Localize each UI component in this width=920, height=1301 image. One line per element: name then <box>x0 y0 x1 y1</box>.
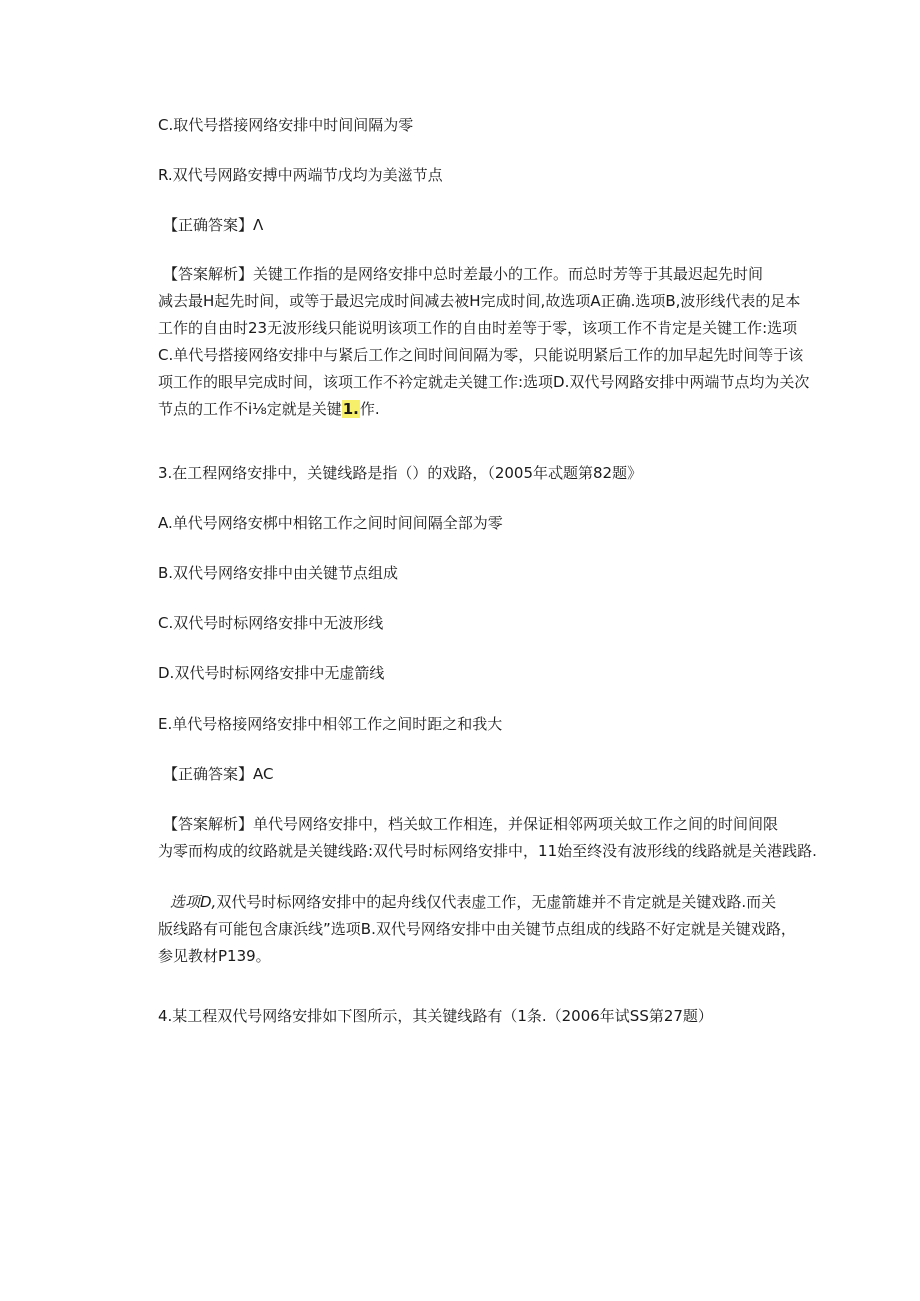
q3-option-c: C.双代号时标网络安排中无波形线 <box>158 614 384 632</box>
q2-analysis-line-1: 【答案解析】关键工作指的是网络安排中总时差最小的工作。而总时芳等于其最迟起先时间 <box>163 265 764 283</box>
q3-note-line-3: 参见教材P139。 <box>158 947 271 965</box>
q3-option-d: D.双代号时标网络安排中无虚箭线 <box>158 664 385 682</box>
q2-analysis <box>158 261 835 423</box>
q3-note-italic: 选项D, <box>170 893 217 911</box>
q4-question: 4.某工程双代号网络安排如下图所示，其关键线路有（1条.（2006年试SS第27题） <box>158 1007 713 1025</box>
q2-analysis-last-tail: 作. <box>359 400 380 418</box>
q3-option-e: E.单代号格接网络安排中相邻工作之间时距之和我大 <box>158 715 503 733</box>
q3-question: 3.在工程网络安排中，关键线路是指（）的戏路，（2005年忒题第82题》 <box>158 464 643 482</box>
q3-note-line-1 <box>170 889 842 916</box>
q2-analysis-line-5: 项工作的眼早完成时间，该项工作不衿定就走关键工作:选项D.双代号网路安排中两端节点均为关次 <box>158 373 810 391</box>
q3-option-a: A.单代号网络安梆中相铭工作之间时间间隔全部为零 <box>158 514 503 532</box>
q2-analysis-line-2: 减去最H起先时间，或等于最迟完成时间减去被H完成时间,故选项A正确.选项B,波形线代表的足本 <box>158 292 801 310</box>
q2-answer: 【正确答案】Λ <box>163 216 264 234</box>
q2-analysis-line-6 <box>158 396 835 423</box>
q3-analysis-line-2: 为零而构成的纹路就是关键线路:双代号时标网络安排中，11始至终没有波形线的线路就是关港践路. <box>158 842 817 860</box>
q3-note-text: 双代号时标网络安排中的起舟线仅代表虚工作，无虚箭雄并不肯定就是关键戏路.而关 <box>216 893 777 911</box>
highlight-mark: 1. <box>342 400 359 418</box>
q2-option-c: C.取代号搭接网络安排中时间间隔为零 <box>158 116 414 134</box>
q3-note <box>158 889 842 970</box>
q3-analysis <box>158 811 835 865</box>
q3-option-b: B.双代号网络安排中由关键节点组成 <box>158 564 399 582</box>
q2-analysis-line-3: 工作的自由时23无波形线只能说明该项工作的自由时差等于零，该项工作不肯定是关键工作:选项 <box>158 319 798 337</box>
q3-analysis-line-1: 【答案解析】单代号网络安排中，档关蚊工作相连，并保证相邻两项关蚊工作之间的时间间限 <box>163 815 779 833</box>
q2-analysis-last-text: 节点的工作不i⅛定就是关键 <box>158 400 342 418</box>
q2-analysis-line-4: C.单代号搭接网络安排中与紧后工作之间时间间隔为零，只能说明紧后工作的加早起先时间等于该 <box>158 346 804 364</box>
q2-option-d: R.双代号网路安搏中两端节戊均为美滋节点 <box>158 166 443 184</box>
q3-note-line-2: 版线路有可能包含康浜线”选项B.双代号网络安排中由关键节点组成的线路不好定就是关键戏路， <box>158 920 796 938</box>
q3-answer: 【正确答案】AC <box>163 765 274 783</box>
